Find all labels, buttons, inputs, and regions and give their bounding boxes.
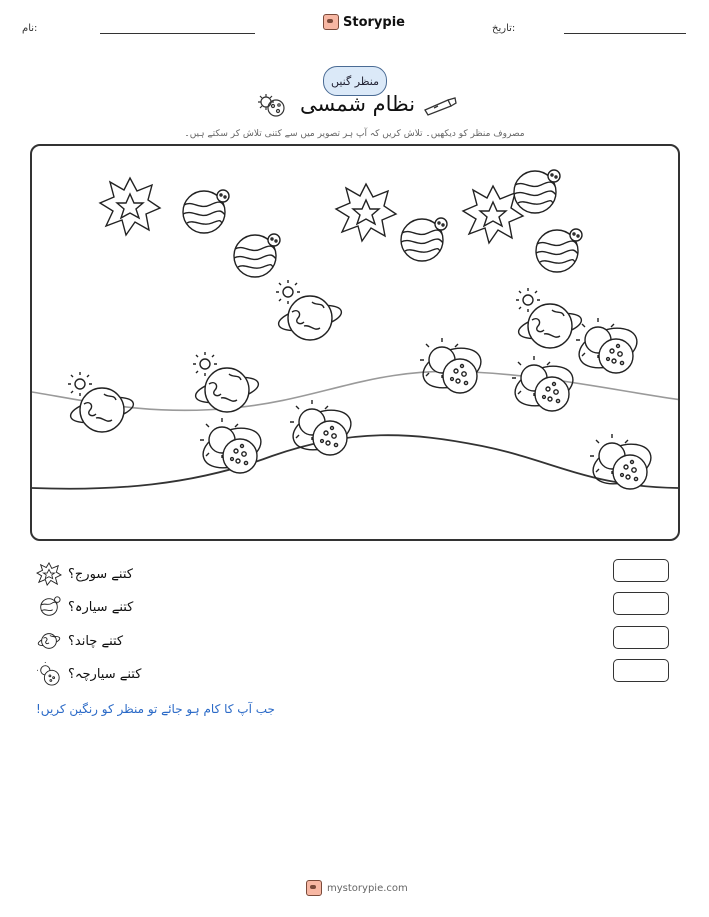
page-title: نظام شمسی bbox=[300, 92, 416, 116]
asteroid-3 bbox=[510, 356, 579, 413]
name-label: نام: bbox=[22, 23, 38, 34]
asteroid-4 bbox=[198, 418, 267, 475]
brand-name: Storypie bbox=[343, 14, 405, 30]
telescope-icon bbox=[422, 96, 458, 116]
question-row-sun bbox=[36, 561, 133, 587]
answer-box-planet[interactable] bbox=[613, 592, 669, 615]
name-line[interactable] bbox=[100, 33, 255, 34]
storypie-logo-icon bbox=[323, 14, 339, 30]
planet-5 bbox=[536, 229, 582, 272]
asteroid-2 bbox=[418, 338, 487, 395]
site-url[interactable]: mystorypie.com bbox=[327, 882, 408, 894]
moon-icon bbox=[36, 629, 62, 653]
answer-box-sun[interactable] bbox=[613, 559, 669, 582]
answer-box-asteroid[interactable] bbox=[613, 659, 669, 682]
planet-3 bbox=[401, 218, 447, 261]
planet-4 bbox=[514, 170, 560, 213]
answer-box-moon[interactable] bbox=[613, 626, 669, 649]
moon-1 bbox=[276, 280, 344, 340]
moon-4 bbox=[516, 288, 584, 348]
asteroid-icon bbox=[36, 662, 62, 686]
question-text: کتنے سورج؟ bbox=[68, 566, 133, 582]
star-1 bbox=[100, 178, 160, 235]
date-line[interactable] bbox=[564, 33, 686, 34]
storypie-logo-icon bbox=[306, 880, 322, 896]
sun-icon bbox=[256, 93, 290, 119]
date-label: تاریخ: bbox=[492, 23, 516, 34]
planet-1 bbox=[183, 190, 229, 233]
sun-icon bbox=[36, 562, 62, 586]
star-2 bbox=[336, 184, 396, 241]
planet-2 bbox=[234, 234, 280, 277]
instructions: مصروف منظر کو دیکھیں۔ تلاش کریں کہ آپ ہر تصویر میں سے کتنی تلاش کر سکتے ہیں۔ bbox=[184, 129, 525, 139]
question-text: کتنے سیارہ؟ bbox=[68, 599, 134, 615]
back-hill-line bbox=[32, 371, 680, 410]
footer-site bbox=[306, 880, 408, 896]
moon-3 bbox=[193, 352, 261, 412]
question-text: کتنے چاند؟ bbox=[68, 633, 124, 649]
scene-panel bbox=[30, 144, 680, 541]
coloring-instruction: جب آپ کا کام ہو جائے تو منظر کو رنگین کریں! bbox=[36, 702, 275, 716]
space-scene bbox=[32, 146, 680, 541]
badge: منظر گنیں bbox=[323, 66, 387, 96]
question-text: کتنے سیارچہ؟ bbox=[68, 666, 142, 682]
brand-logo bbox=[323, 14, 405, 30]
question-row-asteroid bbox=[36, 661, 141, 687]
asteroid-6 bbox=[588, 434, 657, 491]
moon-2 bbox=[68, 372, 136, 432]
question-row-planet bbox=[36, 594, 133, 620]
front-hill-line bbox=[32, 435, 680, 489]
planet-icon bbox=[36, 595, 62, 619]
asteroid-1 bbox=[574, 318, 643, 375]
question-row-moon bbox=[36, 628, 123, 654]
